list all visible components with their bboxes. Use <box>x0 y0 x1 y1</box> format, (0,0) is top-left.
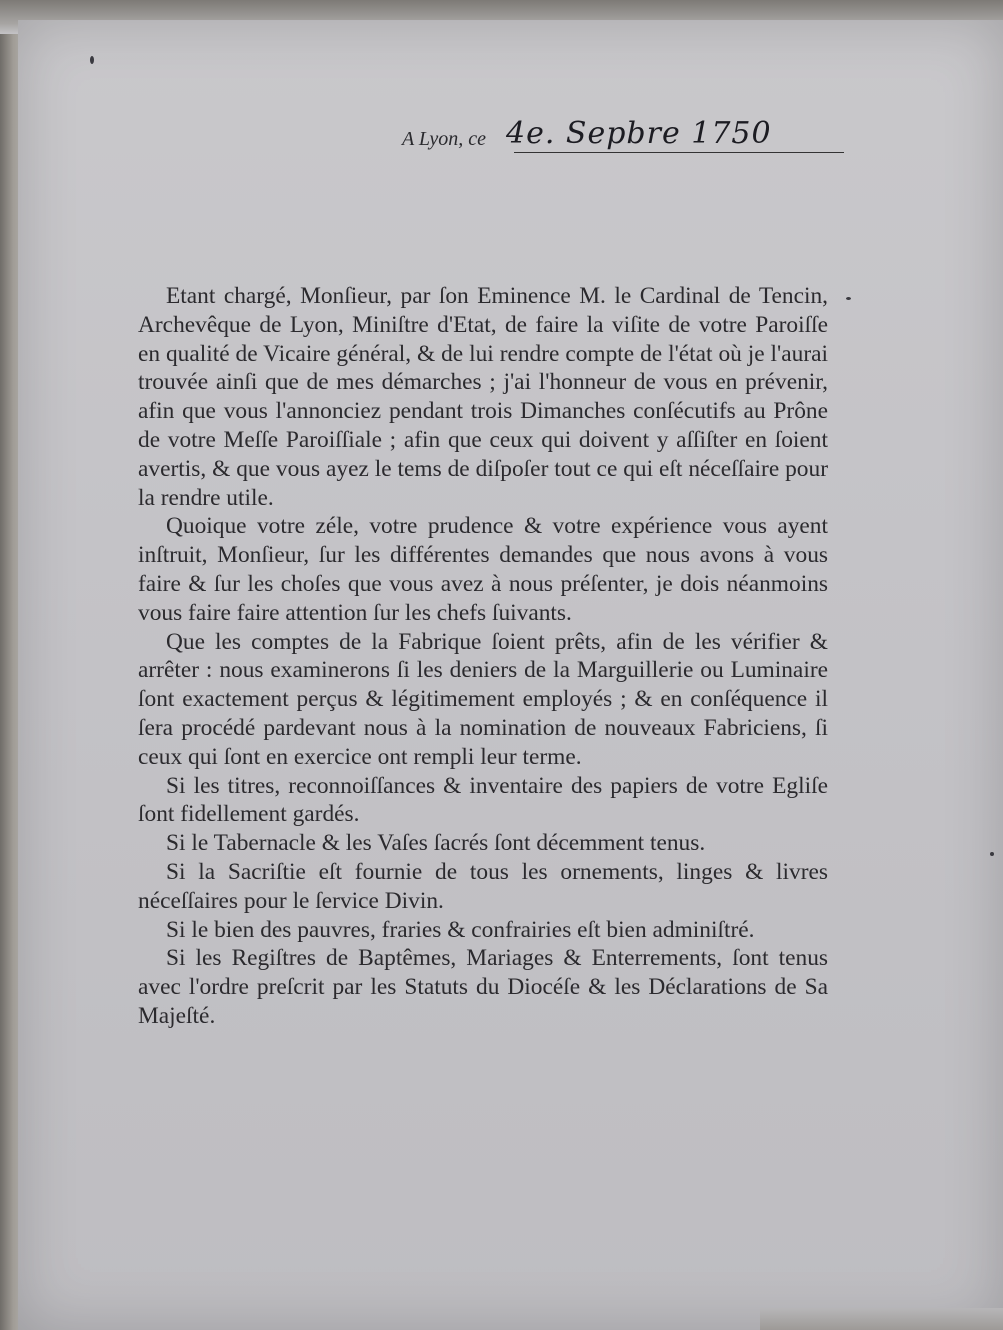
date-line <box>396 112 856 172</box>
date-handwritten: 4e. Sepbre 1750 <box>506 116 772 151</box>
ink-speck <box>90 56 94 64</box>
paragraph-pauvres: Si le bien des pauvres, fraries & confrairies eſt bien adminiſtré. <box>166 916 755 943</box>
paragraph-fabrique: Que les comptes de la Fabrique ſoient prêts, afin de les vérifier & arrêter : nous examinerons ſi les deniers de la Marguillerie ou Luminaire ſont exactement perçus & légitimement employés ; & en conſéquence il ſera procédé pardevant nous à la nomination de nouveaux Fabriciens, ſi ceux qui ſont en exercice ont rempli leur terme. <box>138 628 828 770</box>
ink-speck <box>846 297 851 300</box>
date-printed: A Lyon, ce <box>402 128 487 150</box>
paragraph-attention: Quoique votre zéle, votre prudence & votre expérience vous ayent inſtruit, Monſieur, ſur les différentes demandes que nous avons à vous faire & ſur les choſes que vous avez à nous préſenter, je dois néanmoins vous faire faire attention ſur les chefs ſuivants. <box>138 513 828 626</box>
paragraph-titres: Si les titres, reconnoiſſances & inventaire des papiers de votre Egliſe ſont fidellement gardés. <box>138 772 828 828</box>
paragraph-tabernacle: Si le Tabernacle & les Vaſes ſacrés ſont décemment tenus. <box>166 830 706 857</box>
paragraph-intro: Etant chargé, Monſieur, par ſon Eminence M. le Cardinal de Tencin, Archevêque de Lyon, Miniſtre d'Etat, de faire la viſite de votre Paroiſſe en qualité de Vicaire général, & de lui rendre compte de l'état où je l'aurai trouvée ainſi que de mes démarches ; j'ai l'honneur de vous en prévenir, afin que vous l'annonciez pendant trois Dimanches conſécutifs au Prône de votre Meſſe Paroiſſiale ; afin que ceux qui doivent y aſſiſter en ſoient avertis, & que vous ayez le tems de diſpoſer tout ce qui eſt néceſſaire pour la rendre utile. <box>138 283 828 511</box>
date-underline <box>514 152 844 153</box>
page-edge-bottom <box>760 1308 1003 1330</box>
paragraph-registres: Si les Regiſtres de Baptêmes, Mariages & Enterrements, ſont tenus avec l'ordre preſcrit par les Statuts du Diocéſe & les Déclarations de Sa Majeſté. <box>138 945 828 1029</box>
paragraph-sacristie: Si la Sacriſtie eſt fournie de tous les ornements, linges & livres néceſſaires pour le ſervice Divin. <box>138 858 828 914</box>
letter-body <box>138 282 828 1031</box>
ink-speck <box>990 852 994 856</box>
